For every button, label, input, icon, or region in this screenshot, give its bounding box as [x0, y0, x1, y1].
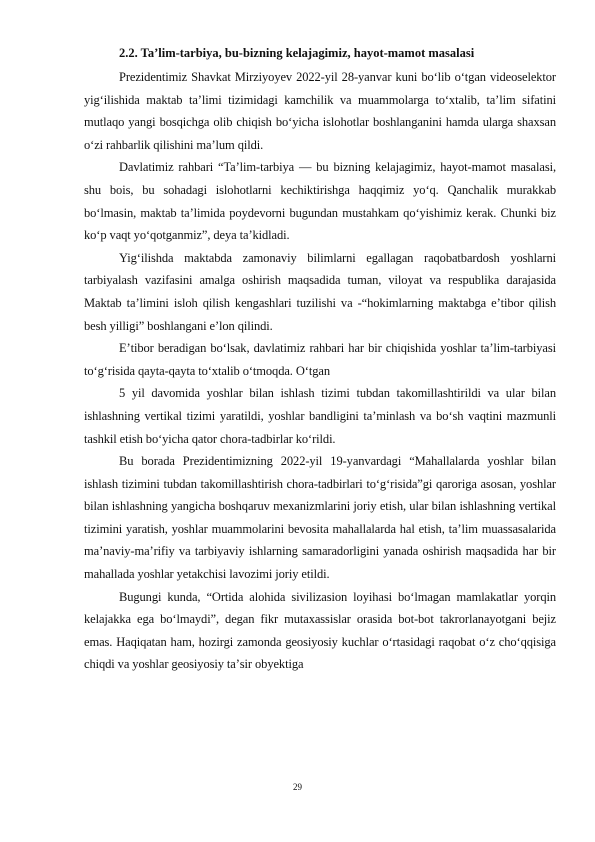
paragraph-7: Bugungi kunda, “Ortida alohida sivilizasion loyihasi boʻlmagan mamlakatlar yorqin kelajakka ega boʻlmaydi”, degan fikr mutaxassislar orasida bot-bot takrorlanayotgani bejiz emas. Haqiqatan ham, hozirgi zamonda geosiyosiy kuchlar oʻrtasidagi raqobat oʻz choʻqqisiga chiqdi va yoshlar geosiyosiy taʼsir obyektiga [84, 589, 556, 672]
page-number: 29 [293, 782, 302, 792]
paragraph-6: Bu borada Prezidentimizning 2022-yil 19-yanvardagi “Mahallalarda yoshlar bilan ishlash tizimini tubdan takomillashtirish chora-tadbirlari toʻgʻrisida”gi qaroriga asosan, yoshlar bilan ishlashning yangicha boshqaruv mexanizmlarini joriy etish, ular bilan ishlashning vertikal tizimini yaratish, yoshlar muammolarini bevosita mahallalarda hal etish, taʼlim muassasalarida maʼnaviy-maʼrifiy va tarbiyaviy ishlarning samaradorligini yanada oshirish maqsadida har bir mahallada yoshlar yetakchisi lavozimi joriy etildi. [84, 454, 556, 582]
document-page [84, 40, 556, 676]
paragraph-2: Davlatimiz rahbari “Taʼlim-tarbiya — bu bizning kelajagimiz, hayot-mamot masalasi, shu bois, bu sohadagi islohotlarni kechiktirishga haqqimiz yoʻq. Qanchalik murakkab boʻlmasin, maktab taʼlimida poydevorni bugundan mustahkam qoʻyishimiz kerak. Chunki biz koʻp vaqt yoʻqotganmiz”, deya taʼkidladi. [84, 160, 556, 243]
paragraph-1: Prezidentimiz Shavkat Mirziyoyev 2022-yil 28-yanvar kuni boʻlib oʻtgan videoselektor yigʻilishida maktab taʼlimi tizimidagi kamchilik va muammolarga toʻxtalib, taʼlim sifatini mutlaqo yangi bosqichga olib chiqish boʻyicha islohotlar boshlanganini hamda ularga shaxsan oʻzi rahbarlik qilishini maʼlum qildi. [84, 70, 556, 152]
paragraph-5: 5 yil davomida yoshlar bilan ishlash tizimi tubdan takomillashtirildi va ular bilan ishlashning vertikal tizimi yaratildi, yoshlar bandligini taʼminlash va boʻsh vaqtini mazmunli tashkil etish boʻyicha qator chora-tadbirlar koʻrildi. [84, 386, 556, 446]
paragraph-4: Eʼtibor beradigan boʻlsak, davlatimiz rahbari har bir chiqishida yoshlar taʼlim-tarbiyasi toʻgʻrisida qayta-qayta toʻxtalib oʻtmoqda. Oʻtgan [84, 341, 556, 378]
paragraph-3: Yigʻilishda maktabda zamonaviy bilimlarni egallagan raqobatbardosh yoshlarni tarbiyalash vazifasini amalga oshirish maqsadida tuman, viloyat va respublika darajasida Maktab taʼlimini isloh qilish kengashlari tuzilishi va -“hokimlarning maktabga eʼtibor qilish besh yilligi” boshlangani eʼlon qilindi. [84, 250, 556, 333]
section-title: 2.2. Taʼlim-tarbiya, bu-bizning kelajagimiz, hayot-mamot masalasi [119, 46, 475, 60]
